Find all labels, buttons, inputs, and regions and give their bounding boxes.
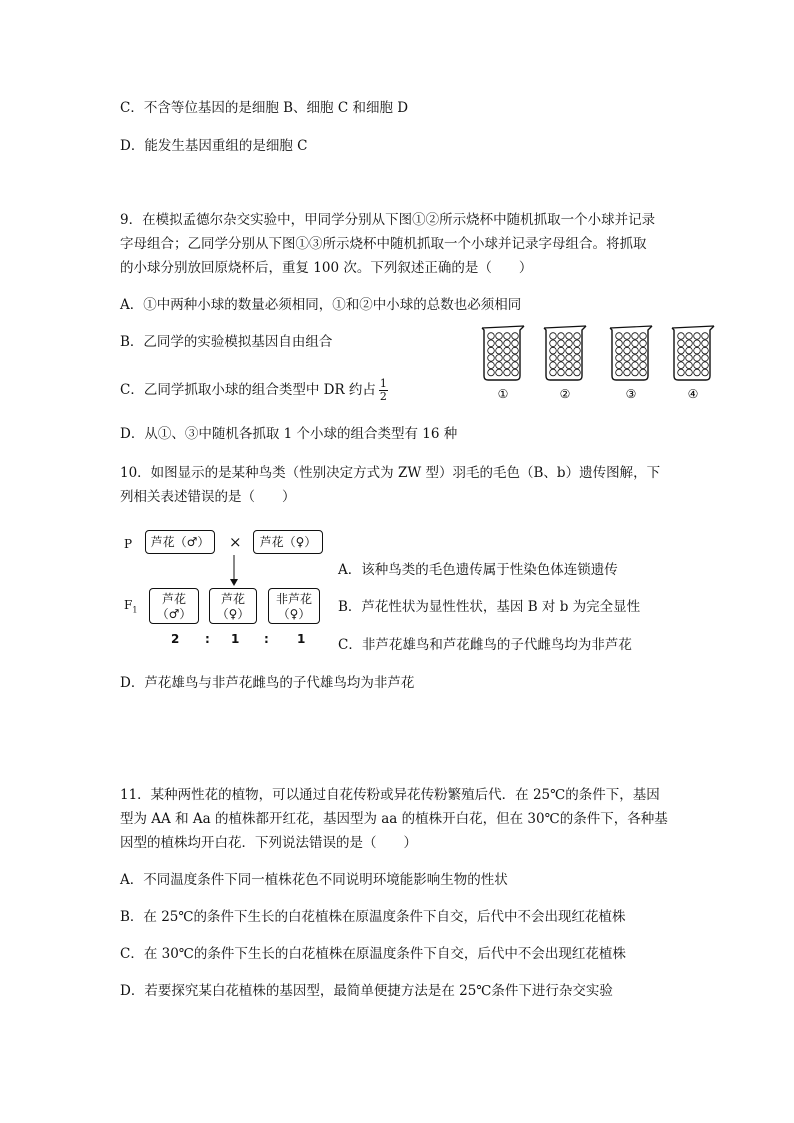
ball-icon [488, 369, 495, 376]
ball-icon [640, 347, 647, 354]
ball-icon [550, 347, 557, 354]
q9-option-c [120, 378, 388, 403]
ratio-value: 1 [231, 632, 240, 646]
ball-icon [640, 333, 647, 340]
cross-symbol: × [229, 533, 242, 551]
ball-icon [504, 362, 511, 369]
f1-offspring-female-nonbarred [268, 588, 320, 624]
ball-icon [632, 362, 639, 369]
ball-icon [488, 333, 495, 340]
f1-subscript: 1 [132, 605, 138, 615]
q11-option-b: B．在 25℃的条件下生长的白花植株在原温度条件下自交，后代中不会出现红花植株 [120, 909, 626, 925]
ball-icon [678, 369, 685, 376]
offspring-sex: （♂） [156, 607, 192, 621]
ball-icon [574, 362, 581, 369]
ball-icon [512, 340, 519, 347]
ball-icon [678, 333, 685, 340]
ball-icon [702, 333, 709, 340]
f1-offspring-female-barred [209, 588, 257, 624]
ball-icon [488, 355, 495, 362]
q11-option-d: D．若要探究某白花植株的基因型，最简单便捷方法是在 25℃条件下进行杂交实验 [120, 983, 613, 999]
beaker-icon [672, 326, 714, 380]
ball-icon [558, 355, 565, 362]
ball-icon [512, 355, 519, 362]
ball-icon [558, 369, 565, 376]
ball-icon [686, 369, 693, 376]
q8-option-c: C．不含等位基因的是细胞 B、细胞 C 和细胞 D [120, 100, 409, 116]
ball-icon [686, 347, 693, 354]
ball-icon [488, 340, 495, 347]
q10-option-b: B．芦花性状为显性性状，基因 B 对 b 为完全显性 [338, 599, 641, 615]
ball-icon [496, 347, 503, 354]
fraction-numerator: 1 [379, 377, 387, 390]
q11-option-c: C．在 30℃的条件下生长的白花植株在原温度条件下自交，后代中不会出现红花植株 [120, 946, 626, 962]
ball-icon [496, 355, 503, 362]
ball-icon [702, 347, 709, 354]
ball-icon [566, 340, 573, 347]
ball-icon [616, 333, 623, 340]
beaker-label: ④ [687, 387, 699, 401]
ball-icon [702, 355, 709, 362]
q10-stem-line2: 列相关表述错误的是（ ） [120, 489, 296, 505]
ball-icon [640, 340, 647, 347]
beaker-label: ① [497, 387, 509, 401]
q9-stem-line3: 的小球分别放回原烧杯后，重复 100 次。下列叙述正确的是（ ） [120, 260, 533, 276]
offspring-sex: （♀） [277, 607, 311, 621]
ball-icon [496, 333, 503, 340]
ball-icon [640, 362, 647, 369]
ball-icon [512, 333, 519, 340]
f1-offspring-male [149, 588, 199, 624]
ball-icon [678, 347, 685, 354]
ball-icon [702, 362, 709, 369]
f1-generation-label [124, 598, 137, 614]
ball-icon [550, 355, 557, 362]
ball-icon [488, 362, 495, 369]
ratio-separator: : [205, 632, 210, 646]
ball-icon [624, 369, 631, 376]
ball-icon [496, 369, 503, 376]
ball-icon [512, 369, 519, 376]
ball-icon [574, 347, 581, 354]
beaker-icon [544, 326, 586, 380]
ball-icon [488, 347, 495, 354]
ball-icon [632, 355, 639, 362]
q9-option-a: A．①中两种小球的数量必须相同，①和②中小球的总数也必须相同 [120, 297, 522, 313]
ball-icon [574, 355, 581, 362]
ball-icon [624, 340, 631, 347]
ball-icon [694, 362, 701, 369]
q11-stem-line2: 型为 AA 和 Aa 的植株都开红花，基因型为 aa 的植株开白花，但在 30℃的条件下，各种基 [120, 811, 668, 827]
q10-option-c: C．非芦花雄鸟和芦花雌鸟的子代雌鸟均为非芦花 [338, 637, 632, 653]
q11-option-a: A．不同温度条件下同一植株花色不同说明环境能影响生物的性状 [120, 872, 508, 888]
fraction-denominator: 2 [379, 390, 387, 403]
ball-icon [558, 347, 565, 354]
ball-icon [632, 340, 639, 347]
fraction [379, 378, 388, 403]
parent-female-box: 芦花（♀） [253, 530, 323, 554]
ball-icon [512, 347, 519, 354]
ratio-value: 2 [171, 632, 180, 646]
q9-option-b: B．乙同学的实验模拟基因自由组合 [120, 334, 333, 350]
ball-icon [558, 340, 565, 347]
ball-icon [686, 333, 693, 340]
ball-icon [640, 369, 647, 376]
ball-icon [686, 362, 693, 369]
ball-icon [566, 347, 573, 354]
f1-label: F [124, 598, 133, 612]
ball-icon [640, 355, 647, 362]
q9-stem-line2: 字母组合；乙同学分别从下图①③所示烧杯中随机抓取一个小球并记录字母组合。将抓取 [120, 236, 647, 252]
ball-icon [574, 369, 581, 376]
ball-icon [616, 347, 623, 354]
ball-icon [624, 362, 631, 369]
ball-icon [702, 340, 709, 347]
ball-icon [558, 362, 565, 369]
parent-generation-label: P [124, 537, 133, 551]
ball-icon [566, 355, 573, 362]
ball-icon [496, 362, 503, 369]
beaker-label: ② [559, 387, 571, 401]
ball-icon [694, 340, 701, 347]
ball-icon [694, 355, 701, 362]
q10-option-d: D．芦花雄鸟与非芦花雌鸟的子代雄鸟均为非芦花 [120, 675, 415, 691]
ball-icon [624, 347, 631, 354]
ball-icon [616, 355, 623, 362]
q11-stem-line3: 因型的植株均开白花．下列说法错误的是（ ） [120, 835, 417, 851]
ball-icon [632, 347, 639, 354]
ball-icon [504, 333, 511, 340]
ball-icon [574, 340, 581, 347]
ball-icon [616, 369, 623, 376]
ball-icon [678, 340, 685, 347]
ball-icon [694, 347, 701, 354]
ball-icon [550, 369, 557, 376]
ball-icon [512, 362, 519, 369]
ball-icon [694, 333, 701, 340]
q10-stem-line1: 10．如图显示的是某种鸟类（性别决定方式为 ZW 型）羽毛的毛色（B、b）遗传图解，下 [120, 465, 661, 481]
ratio-separator: : [264, 632, 269, 646]
ball-icon [686, 340, 693, 347]
ball-icon [566, 362, 573, 369]
ball-icon [624, 355, 631, 362]
ball-icon [624, 333, 631, 340]
ball-icon [694, 369, 701, 376]
offspring-phenotype: 芦花 [220, 592, 245, 606]
ball-icon [566, 369, 573, 376]
q10-option-a: A．该种鸟类的毛色遗传属于性染色体连锁遗传 [338, 562, 618, 578]
ball-icon [550, 340, 557, 347]
ball-icon [504, 340, 511, 347]
parent-male-box: 芦花（♂） [145, 530, 215, 554]
ball-icon [550, 333, 557, 340]
ball-icon [616, 362, 623, 369]
ball-icon [566, 333, 573, 340]
beaker-icon [482, 326, 524, 380]
offspring-sex: （♀） [216, 607, 250, 621]
ball-icon [504, 355, 511, 362]
ball-icon [574, 333, 581, 340]
ball-icon [632, 333, 639, 340]
ball-icon [678, 355, 685, 362]
ball-icon [558, 333, 565, 340]
ball-icon [504, 369, 511, 376]
q8-option-d: D．能发生基因重组的是细胞 C [120, 138, 308, 154]
q9-option-d: D．从①、③中随机各抓取 1 个小球的组合类型有 16 种 [120, 426, 458, 442]
q9-option-c-text: C．乙同学抓取小球的组合类型中 DR 约占 [120, 382, 376, 398]
ball-icon [678, 362, 685, 369]
offspring-phenotype: 非芦花 [275, 592, 312, 606]
ball-icon [496, 340, 503, 347]
ball-icon [504, 347, 511, 354]
ball-icon [632, 369, 639, 376]
ball-icon [550, 362, 557, 369]
q11-stem-line1: 11．某种两性花的植物，可以通过自花传粉或异花传粉繁殖后代．在 25℃的条件下，基因 [120, 787, 660, 803]
ratio-value: 1 [297, 632, 306, 646]
ball-icon [616, 340, 623, 347]
cross-arrow [228, 555, 240, 587]
ball-icon [702, 369, 709, 376]
ball-icon [686, 355, 693, 362]
beaker-label: ③ [625, 387, 637, 401]
beaker-figure [478, 322, 718, 404]
q9-stem-line1: 9．在模拟孟德尔杂交实验中，甲同学分别从下图①②所示烧杯中随机抓取一个小球并记录 [120, 212, 656, 228]
beaker-icon [610, 326, 652, 380]
offspring-phenotype: 芦花 [161, 592, 186, 606]
beakers-illustration [478, 322, 718, 404]
